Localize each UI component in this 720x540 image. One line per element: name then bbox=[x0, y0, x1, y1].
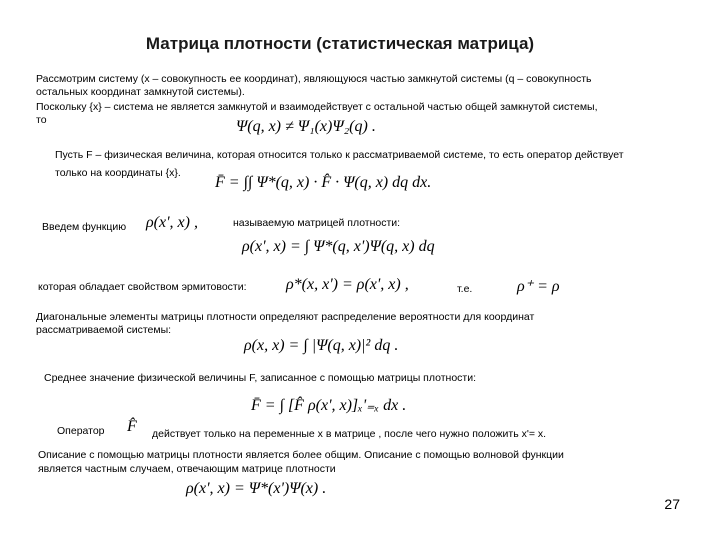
paragraph-4-called: называемую матрицей плотности: bbox=[233, 217, 401, 229]
paragraph-3-line-1: Пусть F – физическая величина, которая относится только к рассматриваемой системе, то есть оператор действует bbox=[55, 149, 624, 161]
formula-hermiticity: ρ*(x, x') = ρ(x', x) , bbox=[286, 276, 409, 293]
paragraph-8-acts: действует только на переменные х в матрице , после чего нужно положить x'= x. bbox=[152, 428, 547, 440]
paragraph-7-average: Среднее значение физической величины F, записанное с помощью матрицы плотности: bbox=[44, 372, 476, 384]
paragraph-1-line-2: остальных координат замкнутой системы). bbox=[36, 86, 245, 98]
formula-density-function: ρ(x', x) , bbox=[146, 214, 198, 231]
slide-title: Матрица плотности (статистическая матрица) bbox=[145, 34, 535, 53]
paragraph-8-operator: Оператор bbox=[57, 425, 105, 437]
paragraph-6-line-2: рассматриваемой системы: bbox=[36, 324, 172, 336]
formula-average-value: F̄ = ∫∫ Ψ*(q, x) · F̂ · Ψ(q, x) dq dx. bbox=[215, 174, 432, 191]
formula-average-with-density-matrix: F̄ = ∫ [F̂ ρ(x', x)]ₓ'₌ₓ dx . bbox=[251, 397, 407, 414]
formula-pure-state-density: ρ(x', x) = Ψ*(x')Ψ(x) . bbox=[186, 480, 327, 497]
paragraph-9-line-2: является частным случаем, отвечающим матрице плотности bbox=[38, 463, 336, 475]
formula-self-adjoint: ρ⁺ = ρ bbox=[517, 278, 560, 295]
paragraph-3-line-2: только на координаты {x}. bbox=[55, 167, 181, 179]
formula-density-matrix-definition: ρ(x', x) = ∫ Ψ*(q, x')Ψ(q, x) dq bbox=[242, 238, 435, 255]
paragraph-6-line-1: Диагональные элементы матрицы плотности определяют распределение вероятности для координат bbox=[36, 311, 535, 323]
paragraph-2-line-1: Поскольку {x} – система не является замкнутой и взаимодействует с остальной частью общей замкнутой системы, bbox=[36, 101, 598, 113]
paragraph-4-intro: Введем функцию bbox=[42, 221, 127, 233]
paragraph-9-line-1: Описание с помощью матрицы плотности является более общим. Описание с помощью волновой функции bbox=[38, 449, 564, 461]
paragraph-5-ie: т.е. bbox=[457, 283, 473, 295]
paragraph-2-line-2: то bbox=[36, 114, 47, 126]
page-number: 27 bbox=[664, 496, 680, 512]
formula-operator-f: F̂ bbox=[127, 418, 137, 435]
formula-diagonal-elements: ρ(x, x) = ∫ |Ψ(q, x)|² dq . bbox=[244, 337, 399, 354]
paragraph-5-hermitian: которая обладает свойством эрмитовости: bbox=[38, 281, 247, 293]
formula-nonfactorizable-wavefunction: Ψ(q, x) ≠ Ψ₁(x)Ψ₂(q) . bbox=[236, 118, 376, 135]
paragraph-1-line-1: Рассмотрим систему (x – совокупность ее координат), являющуюся частью замкнутой системы (q – совокупность bbox=[36, 73, 592, 85]
